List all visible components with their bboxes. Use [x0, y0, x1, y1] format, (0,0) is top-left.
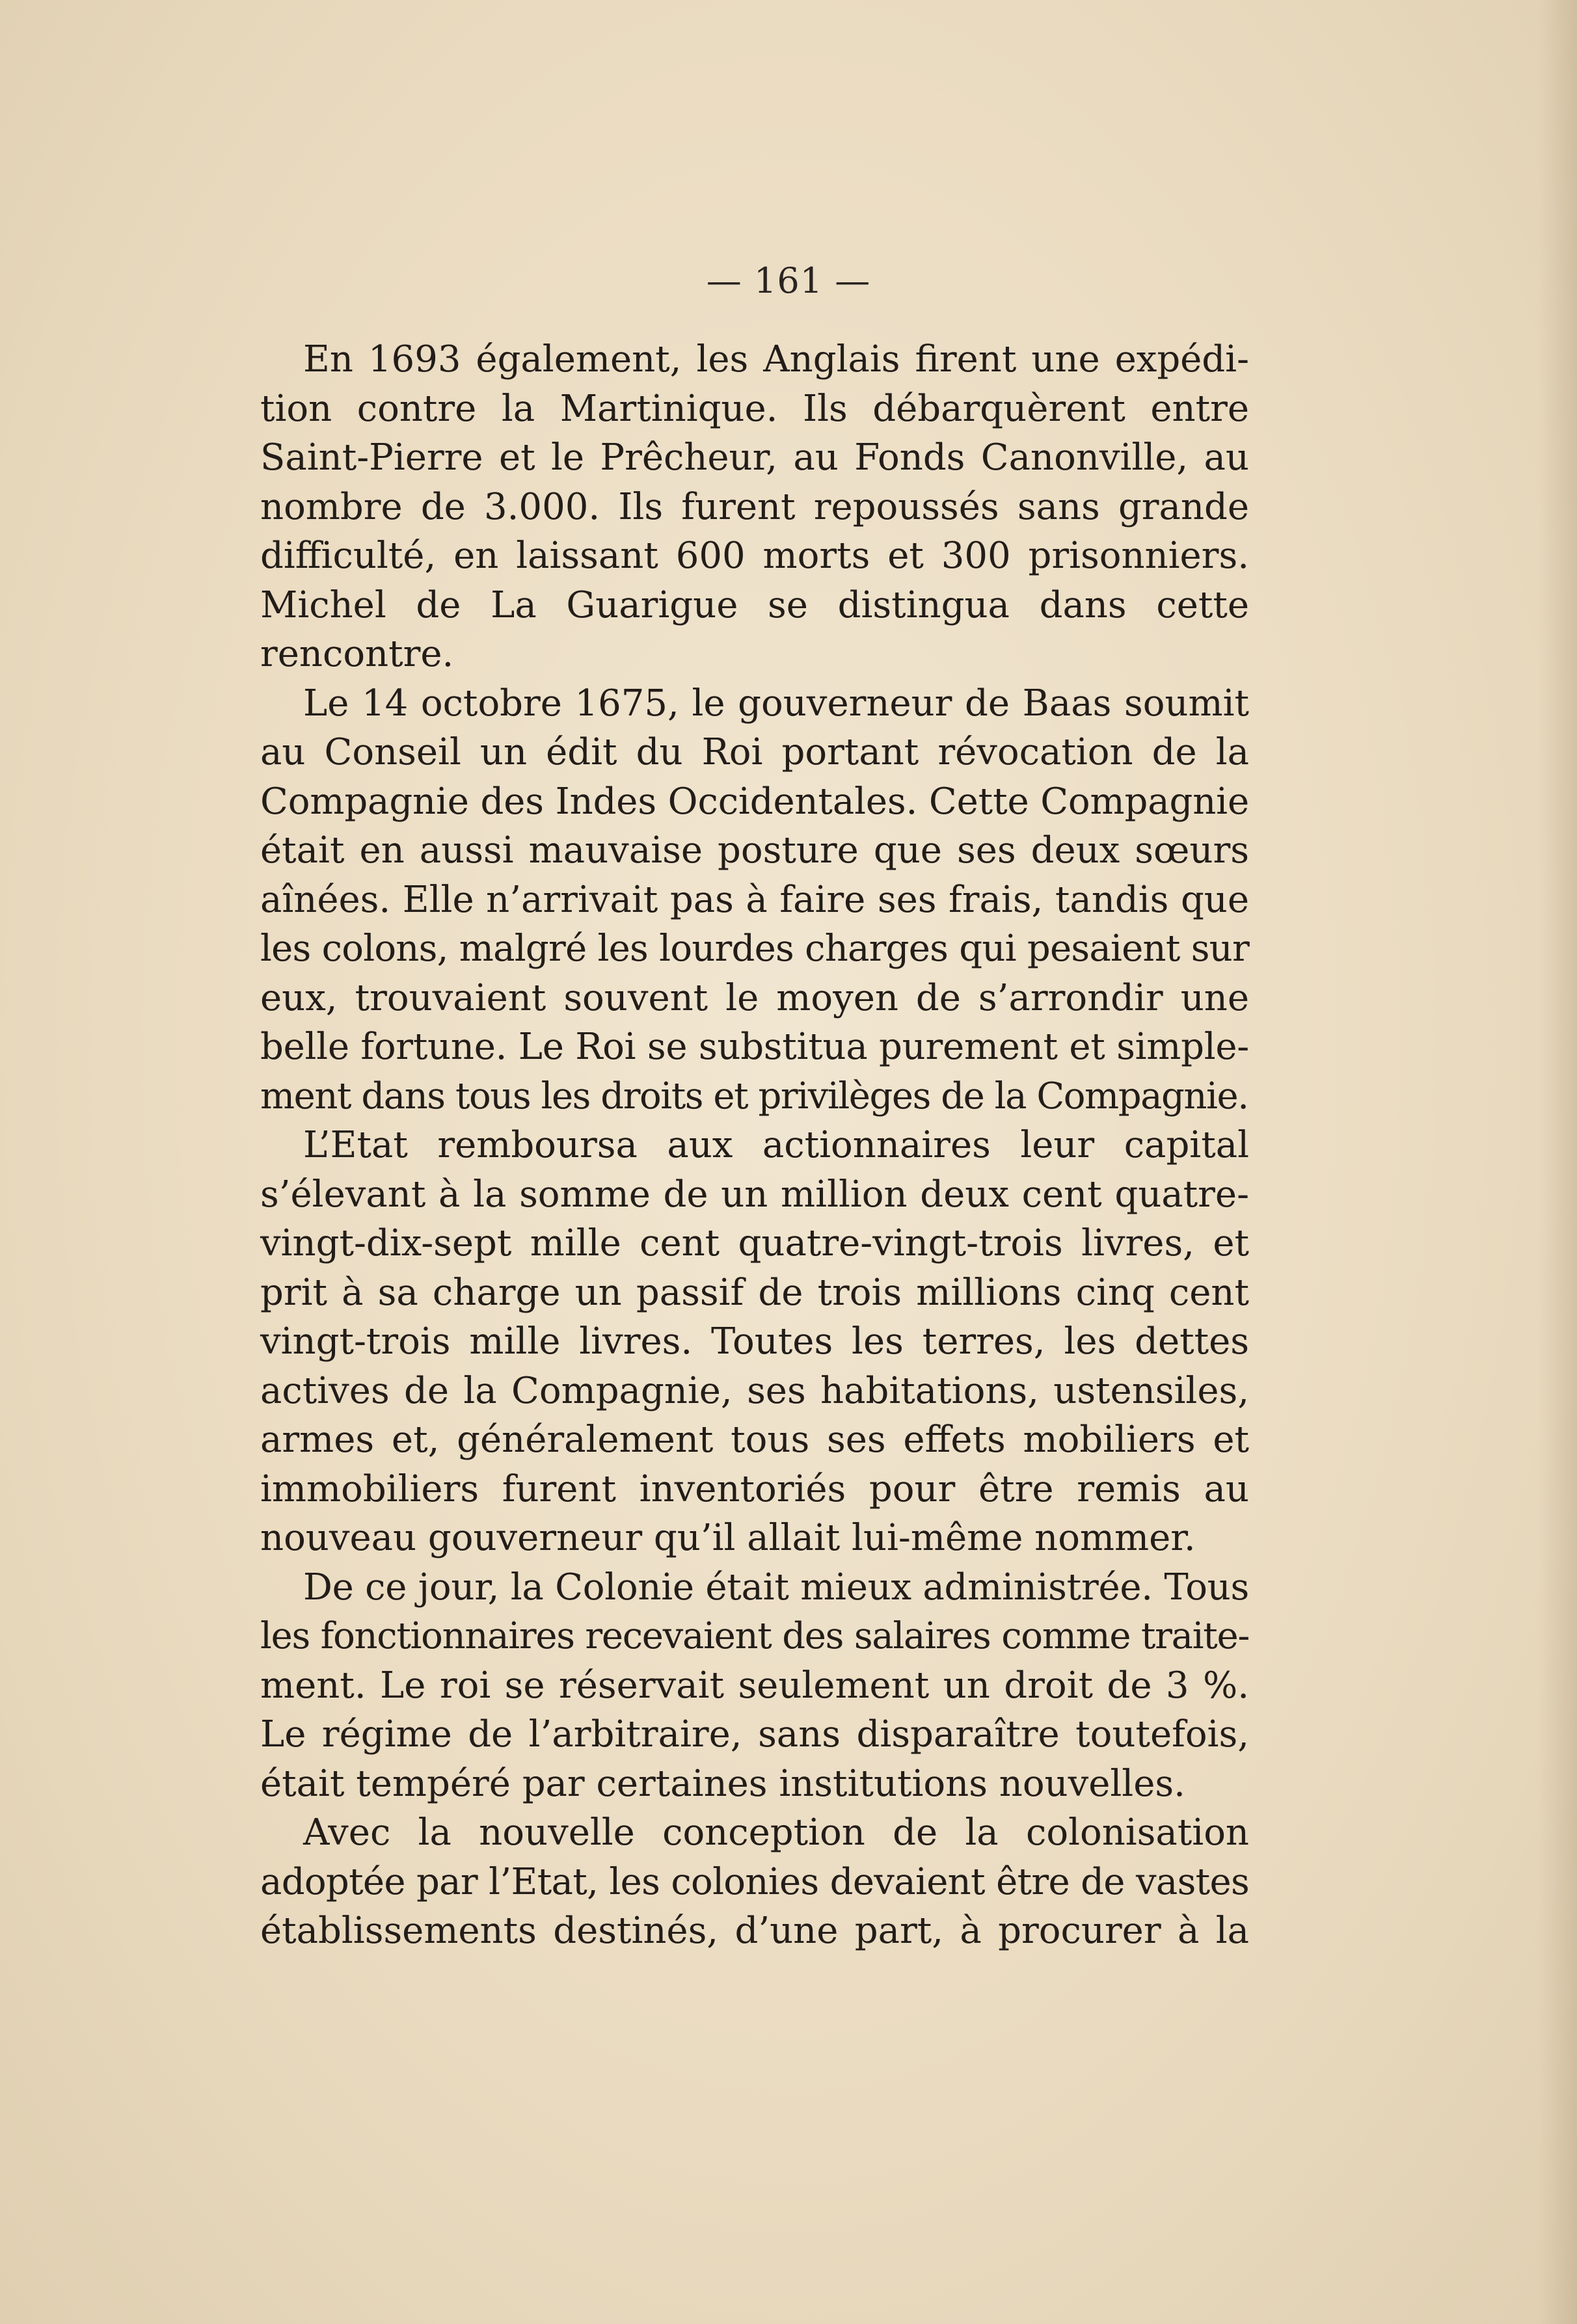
text-line: vingt-trois mille livres. Toutes les terres, les dettes: [260, 1320, 1249, 1363]
text-line: les fonctionnaires recevaient des salaires comme traite-: [260, 1615, 1249, 1657]
text-line: belle fortune. Le Roi se substitua purement et simple-: [260, 1026, 1249, 1068]
text-line: nouveau gouverneur qu’il allait lui-même nommer.: [260, 1517, 1196, 1559]
text-line: était tempéré par certaines institutions nouvelles.: [260, 1762, 1185, 1805]
text-line: Le régime de l’arbitraire, sans disparaître toutefois,: [260, 1713, 1249, 1756]
text-line: Michel de La Guarigue se distingua dans cette: [260, 583, 1249, 626]
text-line: difficulté, en laissant 600 morts et 300 prisonniers.: [260, 535, 1249, 577]
text-line: Le 14 octobre 1675, le gouverneur de Baas soumit: [303, 682, 1249, 725]
page-number: — 161 —: [706, 260, 871, 301]
paragraph-5: [260, 1808, 1249, 1956]
text-line: établissements destinés, d’une part, à procurer à la: [260, 1910, 1249, 1952]
text-line: Saint-Pierre et le Prêcheur, au Fonds Canonville, au: [260, 436, 1249, 479]
text-line: immobiliers furent inventoriés pour être remis au: [260, 1467, 1249, 1510]
paragraph-3: [260, 1121, 1249, 1563]
text-line: vingt-dix-sept mille cent quatre-vingt-trois livres, et: [260, 1222, 1249, 1264]
page-edge-shadow: [1538, 0, 1577, 2324]
text-line: nombre de 3.000. Ils furent repoussés sans grande: [260, 485, 1249, 528]
paragraph-1: [260, 335, 1249, 679]
text-line: ment dans tous les droits et privilèges de la Compagnie.: [260, 1075, 1248, 1117]
text-line: Avec la nouvelle conception de la colonisation: [303, 1811, 1249, 1854]
paragraph-4: [260, 1563, 1249, 1809]
text-line: eux, trouvaient souvent le moyen de s’arrondir une: [260, 976, 1249, 1019]
text-line: adoptée par l’Etat, les colonies devaient être de vastes: [260, 1860, 1249, 1903]
paragraph-2: [260, 679, 1249, 1121]
text-line: armes et, généralement tous ses effets mobiliers et: [260, 1419, 1249, 1461]
text-line: au Conseil un édit du Roi portant révocation de la: [260, 731, 1249, 773]
text-line: était en aussi mauvaise posture que ses deux sœurs: [260, 829, 1249, 872]
body-text: [260, 335, 1249, 1956]
text-line: ment. Le roi se réservait seulement un droit de 3 %.: [260, 1664, 1249, 1707]
text-line: L’Etat remboursa aux actionnaires leur capital: [303, 1124, 1249, 1166]
text-line: prit à sa charge un passif de trois millions cinq cent: [260, 1271, 1249, 1314]
text-line: Compagnie des Indes Occidentales. Cette Compagnie: [260, 780, 1249, 823]
text-line: De ce jour, la Colonie était mieux administrée. Tous: [303, 1566, 1249, 1609]
text-line: s’élevant à la somme de un million deux cent quatre-: [260, 1173, 1249, 1216]
text-line: aînées. Elle n’arrivait pas à faire ses frais, tandis que: [260, 878, 1249, 921]
text-line: rencontre.: [260, 633, 454, 675]
text-line: tion contre la Martinique. Ils débarquèrent entre: [260, 387, 1249, 430]
text-line: En 1693 également, les Anglais firent une expédi-: [303, 338, 1249, 381]
text-line: actives de la Compagnie, ses habitations, ustensiles,: [260, 1369, 1249, 1412]
text-line: les colons, malgré les lourdes charges qui pesaient sur: [260, 928, 1249, 970]
